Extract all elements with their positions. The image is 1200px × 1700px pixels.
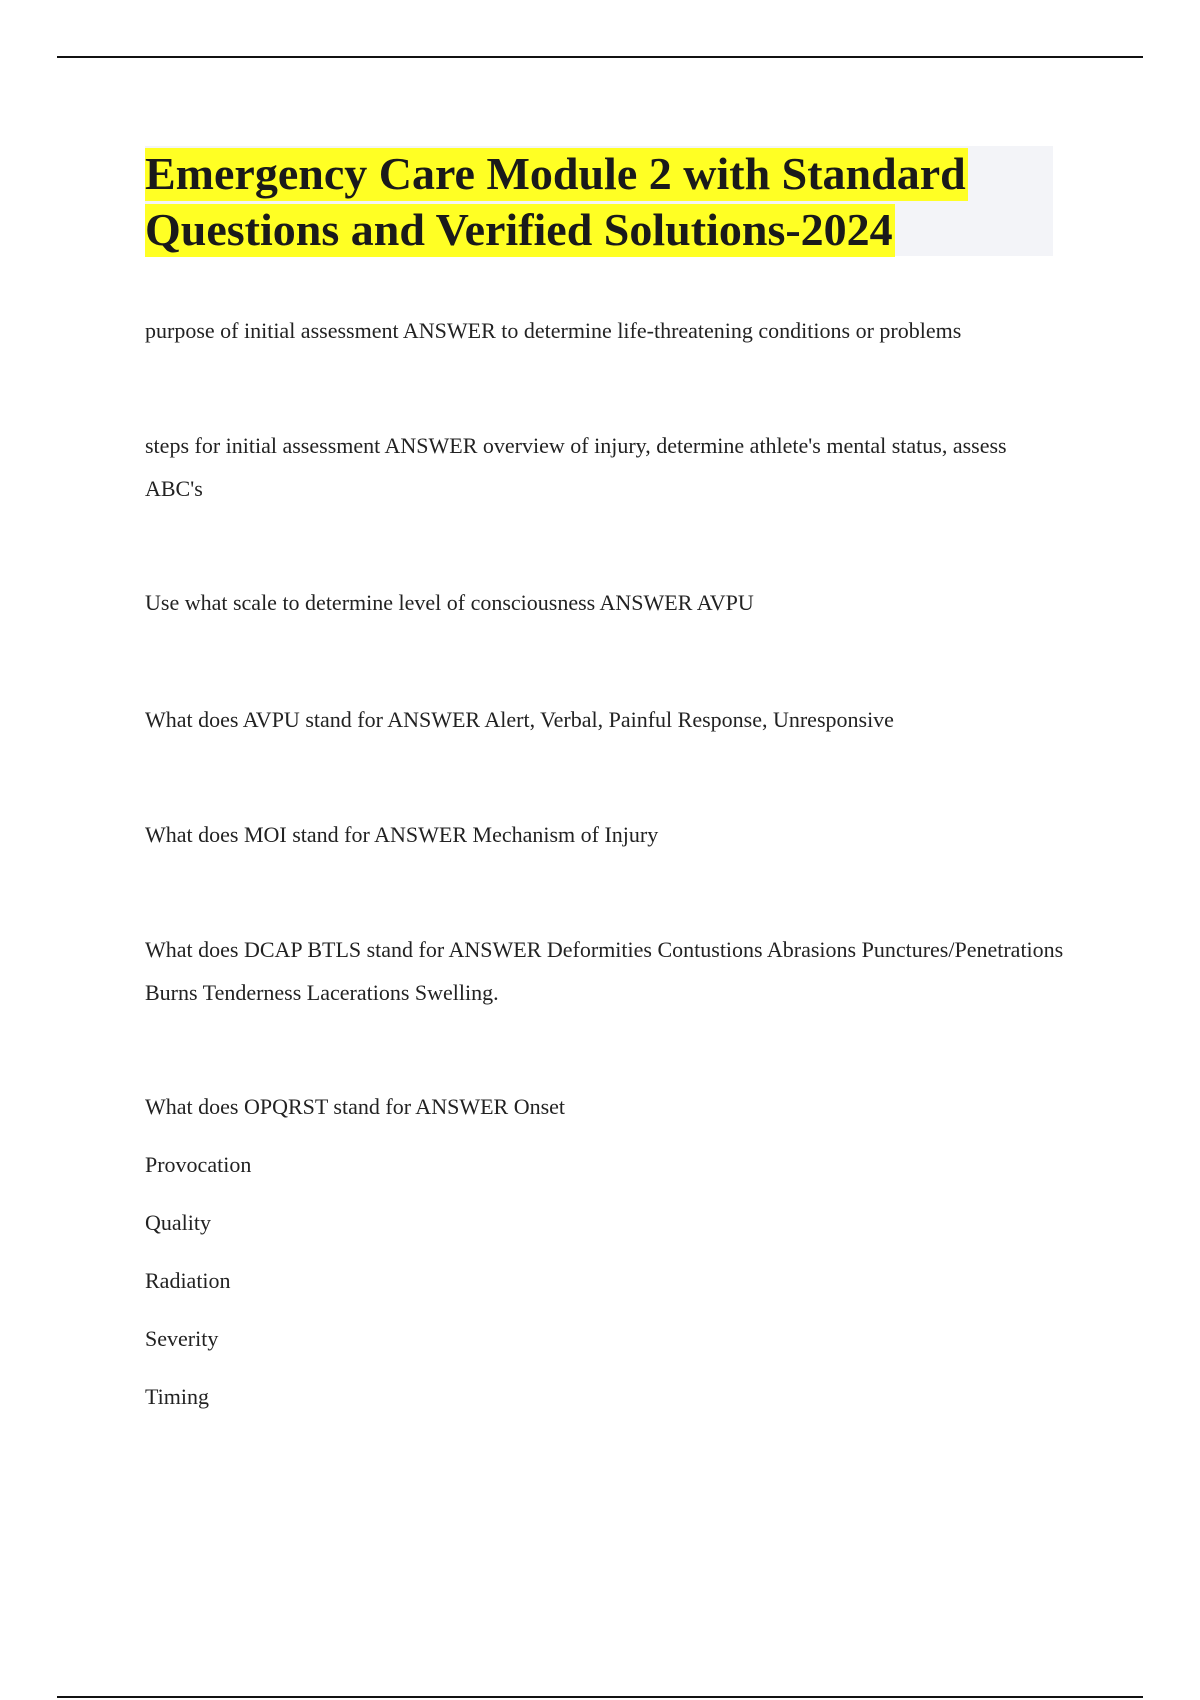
- qa-initial-assessment-steps: steps for initial assessment ANSWER overview of injury, determine athlete's mental status, assess ABC's: [145, 433, 1007, 501]
- header-rule: [57, 56, 1143, 58]
- title-block: [145, 146, 1053, 256]
- qa-dcap-btls-meaning: What does DCAP BTLS stand for ANSWER Deformities Contustions Abrasions Punctures/Penetrations Burns Tenderness Lacerations Swelling.: [145, 937, 1064, 1005]
- document-title: [145, 146, 1053, 258]
- title-highlight: Emergency Care Module 2 with Standard Questions and Verified Solutions-2024: [145, 148, 966, 255]
- footer-rule: [57, 1696, 1143, 1698]
- qa-avpu-meaning: What does AVPU stand for ANSWER Alert, Verbal, Painful Response, Unresponsive: [145, 707, 894, 732]
- qa-opqrst-meaning: What does OPQRST stand for ANSWER Onset: [145, 1094, 566, 1119]
- qa-consciousness-scale: Use what scale to determine level of consciousness ANSWER AVPU: [145, 590, 754, 615]
- qa-initial-assessment-purpose: purpose of initial assessment ANSWER to determine life-threatening conditions or problems: [145, 318, 962, 343]
- qa-moi-meaning: What does MOI stand for ANSWER Mechanism of Injury: [145, 822, 659, 847]
- opqrst-item: Quality: [145, 1210, 211, 1235]
- opqrst-item: Timing: [145, 1384, 210, 1409]
- opqrst-item: Radiation: [145, 1268, 231, 1293]
- opqrst-item: Severity: [145, 1326, 219, 1351]
- opqrst-item: Provocation: [145, 1152, 252, 1177]
